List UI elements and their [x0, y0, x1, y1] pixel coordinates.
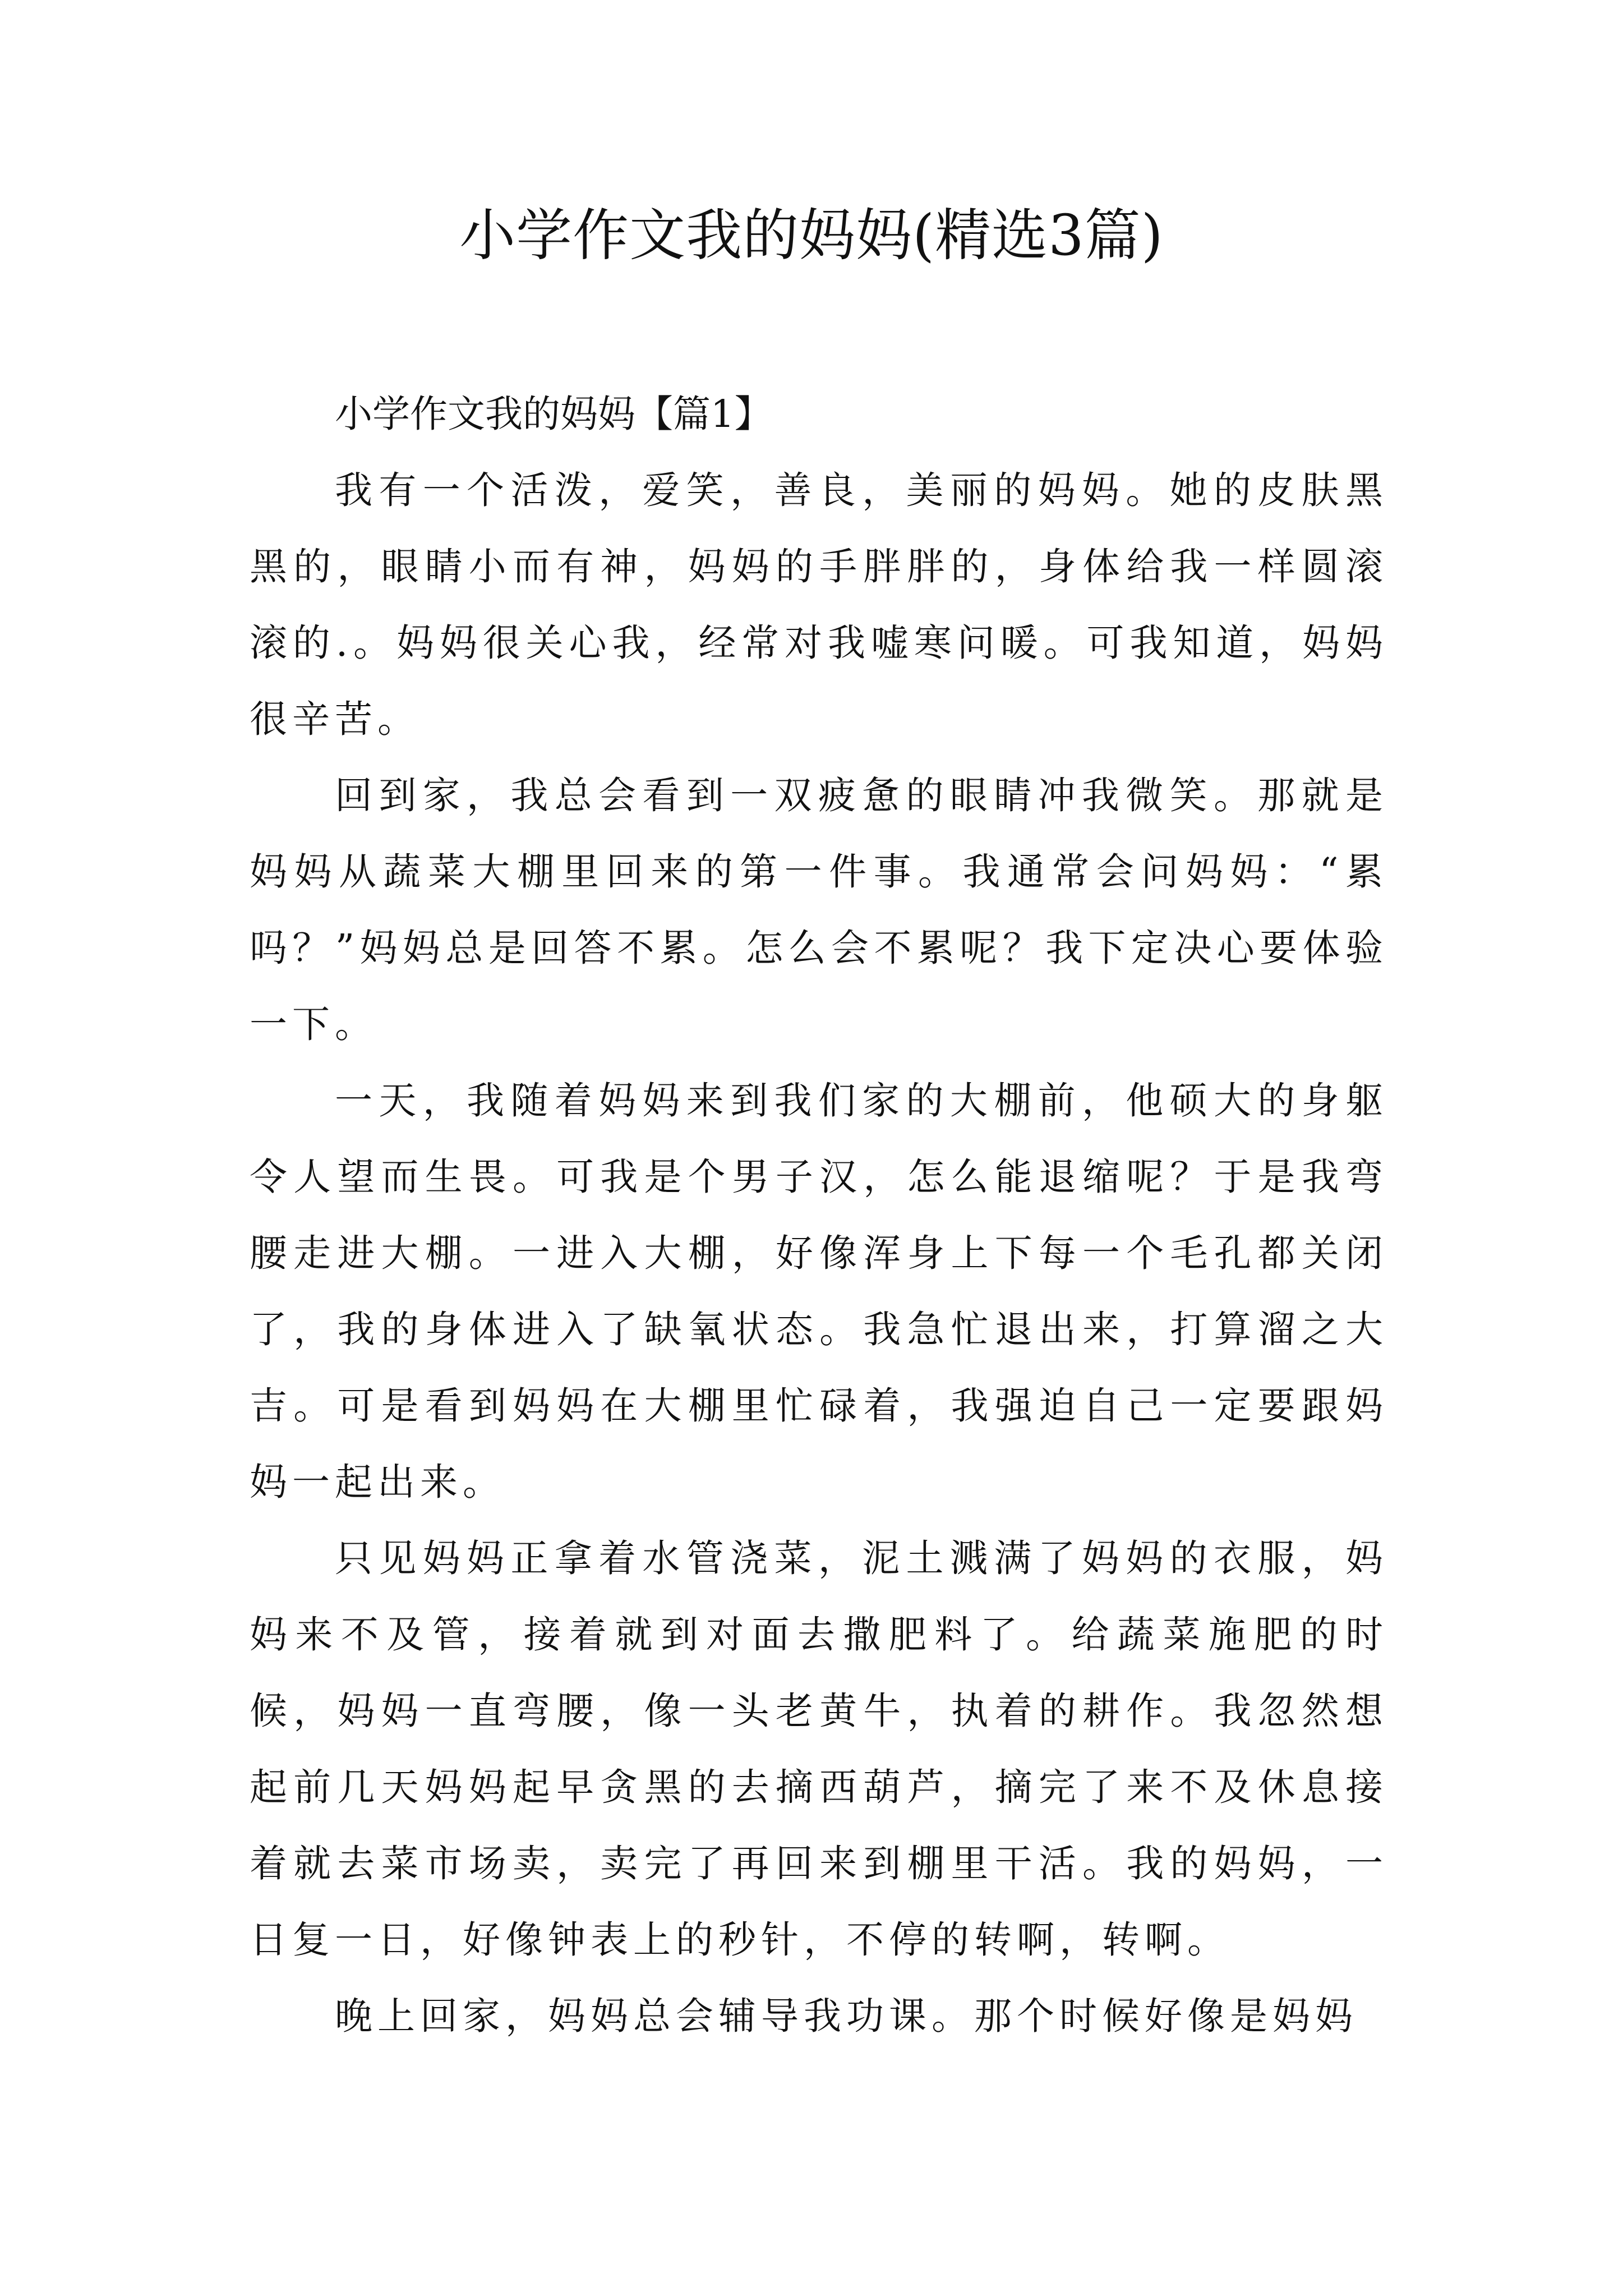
document-title: 小学作文我的妈妈(精选3篇): [459, 203, 1164, 268]
paragraph-4: 只见妈妈正拿着水管浇菜，泥土溅满了妈妈的衣服，妈妈来不及管，接着就到对面去撒肥料了。给蔬菜施肥的时候，妈妈一直弯腰，像一头老黄牛，执着的耕作。我忽然想起前几天妈妈起早贪黑的去摘西葫芦，摘完了来不及休息接着就去菜市场卖，卖完了再回来到棚里干活。我的妈妈，一日复一日，好像钟表上的秒针，不停的转啊，转啊。: [250, 1536, 1388, 1962]
paragraph-5: 晚上回家，妈妈总会辅导我功课。那个时候好像是妈妈: [335, 1994, 1358, 2038]
document-body: [250, 376, 1388, 2054]
paragraph-2: 回到家，我总会看到一双疲惫的眼睛冲我微笑。那就是妈妈从蔬菜大棚里回来的第一件事。我通常会问妈妈：“累吗？”妈妈总是回答不累。怎么会不累呢？我下定决心要体验一下。: [250, 774, 1388, 1046]
paragraph-3: 一天，我随着妈妈来到我们家的大棚前，他硕大的身躯令人望而生畏。可我是个男子汉，怎么能退缩呢？于是我弯腰走进大棚。一进入大棚，好像浑身上下每一个毛孔都关闭了，我的身体进入了缺氧状态。我急忙退出来，打算溜之大吉。可是看到妈妈在大棚里忙碌着，我强迫自己一定要跟妈妈一起出来。: [250, 1079, 1388, 1504]
paragraph-1: 我有一个活泼，爱笑，善良，美丽的妈妈。她的皮肤黑黑的，眼睛小而有神，妈妈的手胖胖的，身体给我一样圆滚滚的.。妈妈很关心我，经常对我嘘寒问暖。可我知道，妈妈很辛苦。: [250, 468, 1388, 741]
section-heading: 小学作文我的妈妈【篇1】: [335, 392, 772, 436]
